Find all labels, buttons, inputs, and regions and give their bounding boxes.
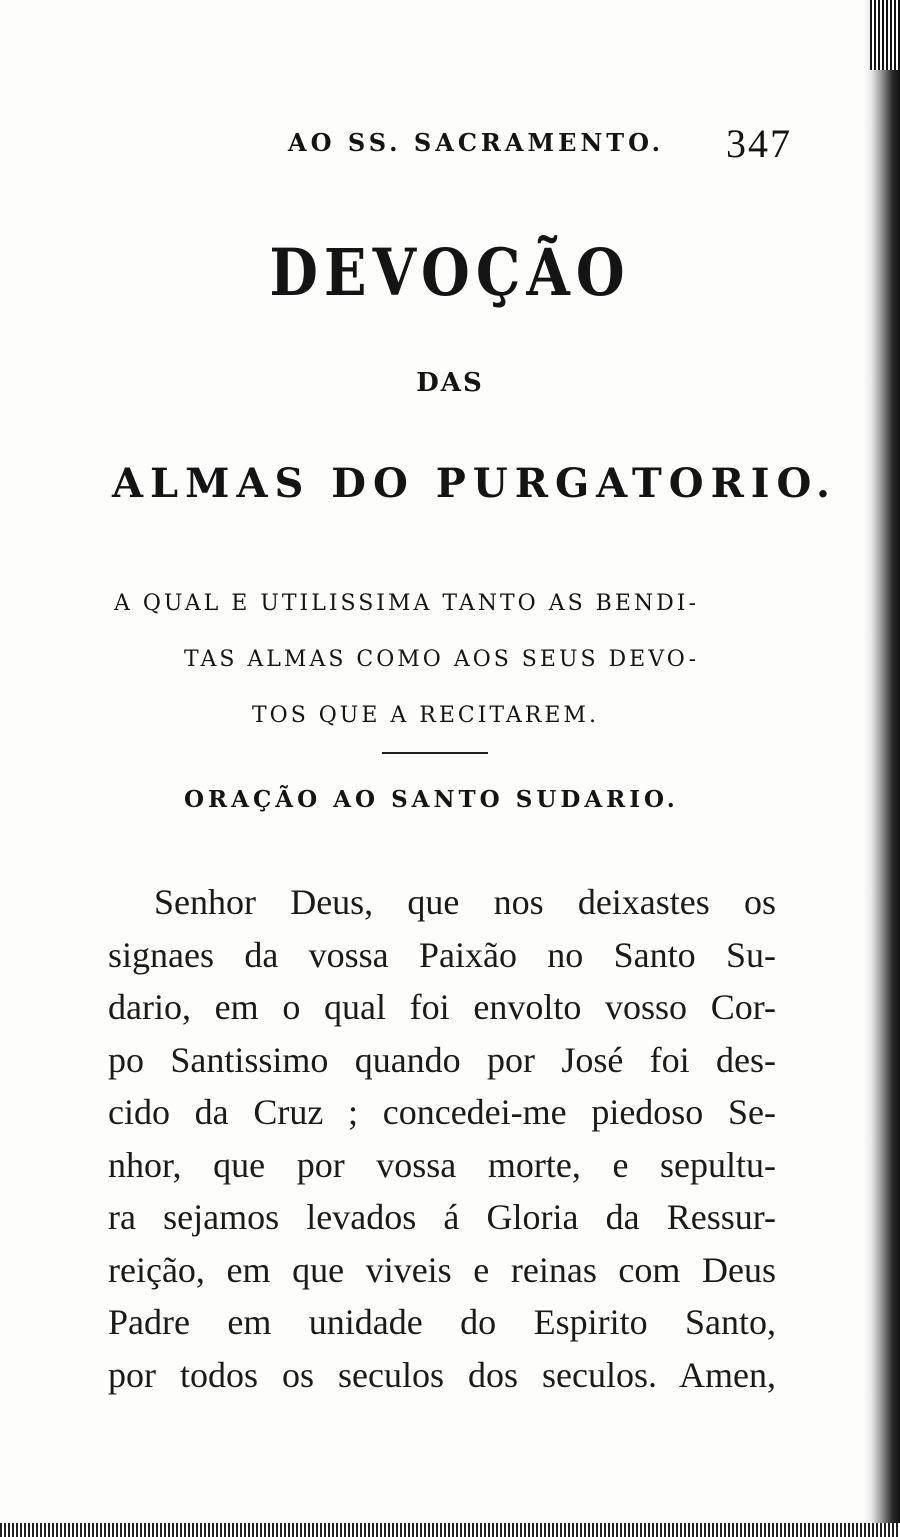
description-line: A QUAL E UTILISSIMA TANTO AS BENDI- — [114, 591, 699, 616]
running-head — [0, 120, 900, 166]
prayer-line: Senhor Deus, que nos deixastes os — [154, 882, 776, 922]
description-line: TOS QUE A RECITAREM. — [252, 703, 599, 728]
prayer-title: ORAÇÃO AO SANTO SUDARIO. — [184, 786, 679, 813]
scan-edge-bottom — [0, 1523, 900, 1537]
prayer-body — [108, 876, 776, 1401]
page-subtitle: ALMAS DO PURGATORIO. — [112, 460, 837, 507]
running-head-title: AO SS. SACRAMENTO. — [288, 128, 665, 157]
prayer-line: Padre em unidade do Espirito Santo, — [108, 1302, 776, 1342]
prayer-line: cido da Cruz ; concedei-me piedoso Se- — [108, 1092, 776, 1132]
prayer-line: po Santissimo quando por José foi des- — [108, 1039, 776, 1080]
prayer-line: ra sejamos levados á Gloria da Ressur- — [108, 1197, 776, 1237]
scan-edge-right — [862, 0, 900, 1537]
page-title: DEVOÇÃO — [269, 235, 631, 311]
prayer-line: por todos os seculos dos seculos. Amen, — [108, 1354, 776, 1395]
scan-edge-stripes — [870, 0, 900, 70]
description — [100, 576, 800, 744]
page-number: 347 — [726, 121, 792, 166]
prayer-line: nhor, que por vossa morte, e sepultu- — [108, 1144, 776, 1185]
prayer-line: dario, em o qual foi envolto vosso Cor- — [108, 987, 776, 1027]
description-line: TAS ALMAS COMO AOS SEUS DEVO- — [184, 647, 700, 672]
prayer-line: signaes da vossa Paixão no Santo Su- — [108, 934, 776, 975]
prayer-line: reição, em que viveis e reinas com Deus — [108, 1249, 776, 1290]
section-divider — [382, 752, 488, 754]
title-connector: DAS — [416, 368, 484, 398]
